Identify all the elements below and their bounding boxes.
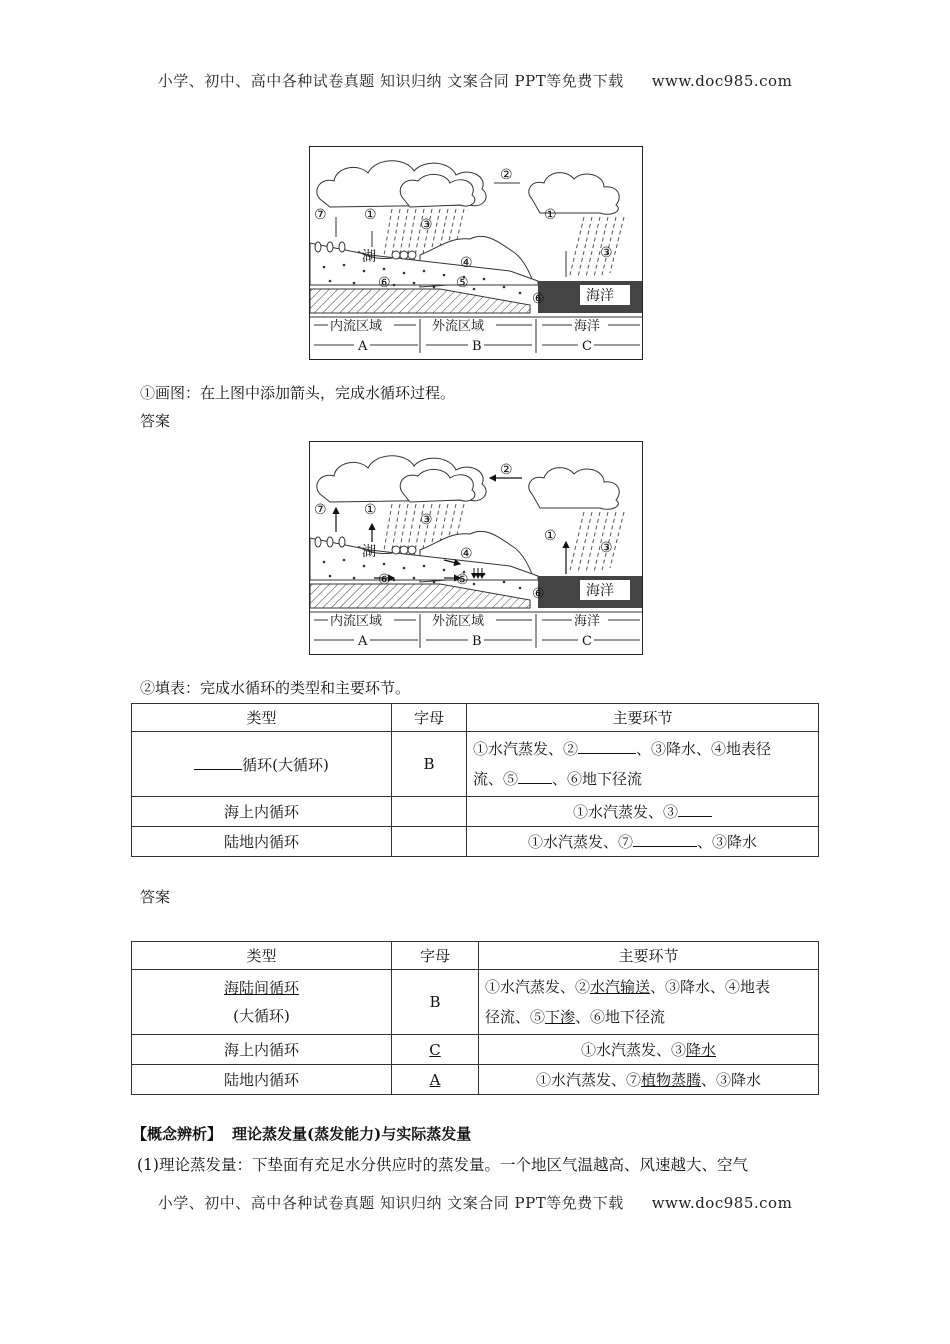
ans-row1-a2: 下渗 xyxy=(545,1008,576,1026)
table-header-row xyxy=(132,704,819,732)
label-3-left-ans: ③ xyxy=(420,512,433,528)
ocean-label: 海洋 xyxy=(586,288,614,304)
region-ocean-ans: 海洋 xyxy=(574,614,601,629)
label-1-right-ans: ① xyxy=(544,528,557,544)
label-7: ⑦ xyxy=(314,207,327,223)
water-cycle-diagram-answer xyxy=(309,441,643,655)
table-row xyxy=(132,970,819,1035)
ans-row3-a1: 植物蒸腾 xyxy=(640,1071,701,1089)
row1-type xyxy=(132,732,392,797)
concept-title-bracket: 【概念辨析】 xyxy=(132,1125,223,1143)
blank-7[interactable] xyxy=(633,832,697,847)
label-5-ans: ⑤ xyxy=(456,572,469,588)
question-2: ②填表：完成水循环的类型和主要环节。 xyxy=(140,679,411,697)
label-6-left: ⑥ xyxy=(378,275,391,291)
ans-row1-p2: 、③降水、④地表 xyxy=(650,978,771,996)
page-header xyxy=(0,70,950,91)
question-1: ①画图：在上图中添加箭头，完成水循环过程。 xyxy=(140,384,456,402)
label-6-left-ans: ⑥ xyxy=(378,572,391,588)
label-1-right: ① xyxy=(544,207,557,223)
region-external: 外流区域 xyxy=(432,319,485,334)
water-cycle-diagram xyxy=(309,146,643,360)
letter-a: A xyxy=(358,339,368,354)
row2-step-a: ①水汽蒸发、③ xyxy=(572,803,678,821)
ans-row1-p1: ①水汽蒸发、② xyxy=(485,978,591,996)
letter-b-ans: B xyxy=(472,634,482,649)
header-type: 类型 xyxy=(132,704,392,732)
concept-title-text: 理论蒸发量(蒸发能力)与实际蒸发量 xyxy=(232,1125,472,1143)
diagram-drawing xyxy=(310,147,644,361)
blank-2[interactable] xyxy=(578,739,636,754)
table-header-row xyxy=(132,942,819,970)
table-row xyxy=(132,1065,819,1095)
lake-label-ans: 湖 xyxy=(362,544,376,560)
diagram-answer-drawing xyxy=(310,442,644,656)
ans-header-type: 类型 xyxy=(132,942,392,970)
ans-row2-a1: 降水 xyxy=(686,1041,717,1059)
answer-label-2: 答案 xyxy=(140,888,171,906)
blank-5[interactable] xyxy=(518,769,552,784)
row2-letter[interactable] xyxy=(392,797,467,827)
table-row xyxy=(132,797,819,827)
ans-row3-p2: 、③降水 xyxy=(701,1071,762,1089)
row1-letter: B xyxy=(392,732,467,797)
ans-row1-type xyxy=(132,970,392,1035)
ans-header-steps: 主要环节 xyxy=(479,942,819,970)
label-6-right-ans: ⑥ xyxy=(532,586,545,602)
ans-row1-type-a: 海陆间循环 xyxy=(223,979,299,997)
bedrock xyxy=(310,289,530,313)
ans-row3-letter-text: A xyxy=(429,1070,441,1089)
label-7-ans: ⑦ xyxy=(314,502,327,518)
header-steps: 主要环节 xyxy=(467,704,819,732)
row1-steps xyxy=(467,732,819,797)
ans-row2-letter xyxy=(392,1035,479,1065)
region-inland-ans: 内流区域 xyxy=(330,614,383,629)
row1-step-d: 、⑥地下径流 xyxy=(552,770,643,788)
label-4-ans: ④ xyxy=(460,546,473,562)
footer-url: www.doc985.com xyxy=(651,1194,793,1212)
answer-table xyxy=(131,941,819,1095)
table-row xyxy=(132,1035,819,1065)
region-external-ans: 外流区域 xyxy=(432,614,485,629)
row3-step-a: ①水汽蒸发、⑦ xyxy=(527,833,633,851)
concept-title xyxy=(132,1123,471,1144)
row2-type: 海上内循环 xyxy=(132,797,392,827)
row3-letter[interactable] xyxy=(392,827,467,857)
rain-ocean xyxy=(570,217,624,277)
ans-row1-type-b: (大循环) xyxy=(233,1007,290,1025)
ans-header-letter: 字母 xyxy=(392,942,479,970)
label-1-left-ans: ① xyxy=(364,502,377,518)
ans-row2-type: 海上内循环 xyxy=(132,1035,392,1065)
ans-row2-p1: ①水汽蒸发、③ xyxy=(580,1041,686,1059)
region-labels xyxy=(330,318,600,354)
label-5: ⑤ xyxy=(456,275,469,291)
letter-c-ans: C xyxy=(582,634,592,649)
blank-type[interactable] xyxy=(194,755,242,770)
concept-paragraph: (1)理论蒸发量：下垫面有充足水分供应时的蒸发量。一个地区气温越高、风速越大、空气 xyxy=(137,1156,748,1174)
header-text: 小学、初中、高中各种试卷真题 知识归纳 文案合同 PPT等免费下载 xyxy=(157,72,624,90)
label-3-right-ans: ③ xyxy=(600,540,613,556)
page-footer xyxy=(0,1192,950,1213)
row2-steps xyxy=(467,797,819,827)
row3-step-b: 、③降水 xyxy=(697,833,758,851)
table-row xyxy=(132,827,819,857)
label-4: ④ xyxy=(460,255,473,271)
letter-b: B xyxy=(472,339,482,354)
row1-type-text: 循环(大循环) xyxy=(242,755,329,774)
answer-label-1: 答案 xyxy=(140,412,171,430)
ans-row1-p3: 径流、⑤ xyxy=(485,1008,546,1026)
ans-row3-type: 陆地内循环 xyxy=(132,1065,392,1095)
region-inland: 内流区域 xyxy=(330,319,383,334)
row1-step-a: ①水汽蒸发、② xyxy=(473,740,579,758)
footer-text: 小学、初中、高中各种试卷真题 知识归纳 文案合同 PPT等免费下载 xyxy=(157,1194,624,1212)
label-3-right: ③ xyxy=(600,245,613,261)
row1-step-b: 、③降水、④地表径 xyxy=(636,740,772,758)
ans-row3-steps xyxy=(479,1065,819,1095)
cloud-left-2 xyxy=(317,456,619,510)
question-table xyxy=(131,703,819,857)
label-2: ② xyxy=(500,167,513,183)
ans-row1-letter: B xyxy=(392,970,479,1035)
ans-row2-steps xyxy=(479,1035,819,1065)
header-url: www.doc985.com xyxy=(651,72,793,90)
region-ocean: 海洋 xyxy=(574,319,601,334)
ans-row3-p1: ①水汽蒸发、⑦ xyxy=(535,1071,641,1089)
label-3-left: ③ xyxy=(420,217,433,233)
table-row xyxy=(132,732,819,797)
label-2-ans: ② xyxy=(500,462,513,478)
letter-a-ans: A xyxy=(358,634,368,649)
label-6-right: ⑥ xyxy=(532,291,545,307)
ans-row2-letter-text: C xyxy=(429,1040,441,1059)
row3-type: 陆地内循环 xyxy=(132,827,392,857)
ans-row1-a1: 水汽输送 xyxy=(590,978,651,996)
label-1-left: ① xyxy=(364,207,377,223)
header-letter: 字母 xyxy=(392,704,467,732)
blank-3[interactable] xyxy=(678,802,712,817)
ocean-label-ans: 海洋 xyxy=(586,583,614,599)
ans-row1-p4: 、⑥地下径流 xyxy=(575,1008,666,1026)
row3-steps xyxy=(467,827,819,857)
letter-c: C xyxy=(582,339,592,354)
row1-step-c: 流、⑤ xyxy=(473,770,519,788)
cloud-right xyxy=(529,173,619,215)
ans-row1-steps xyxy=(479,970,819,1035)
ans-row3-letter xyxy=(392,1065,479,1095)
lake-label: 湖 xyxy=(362,249,376,265)
